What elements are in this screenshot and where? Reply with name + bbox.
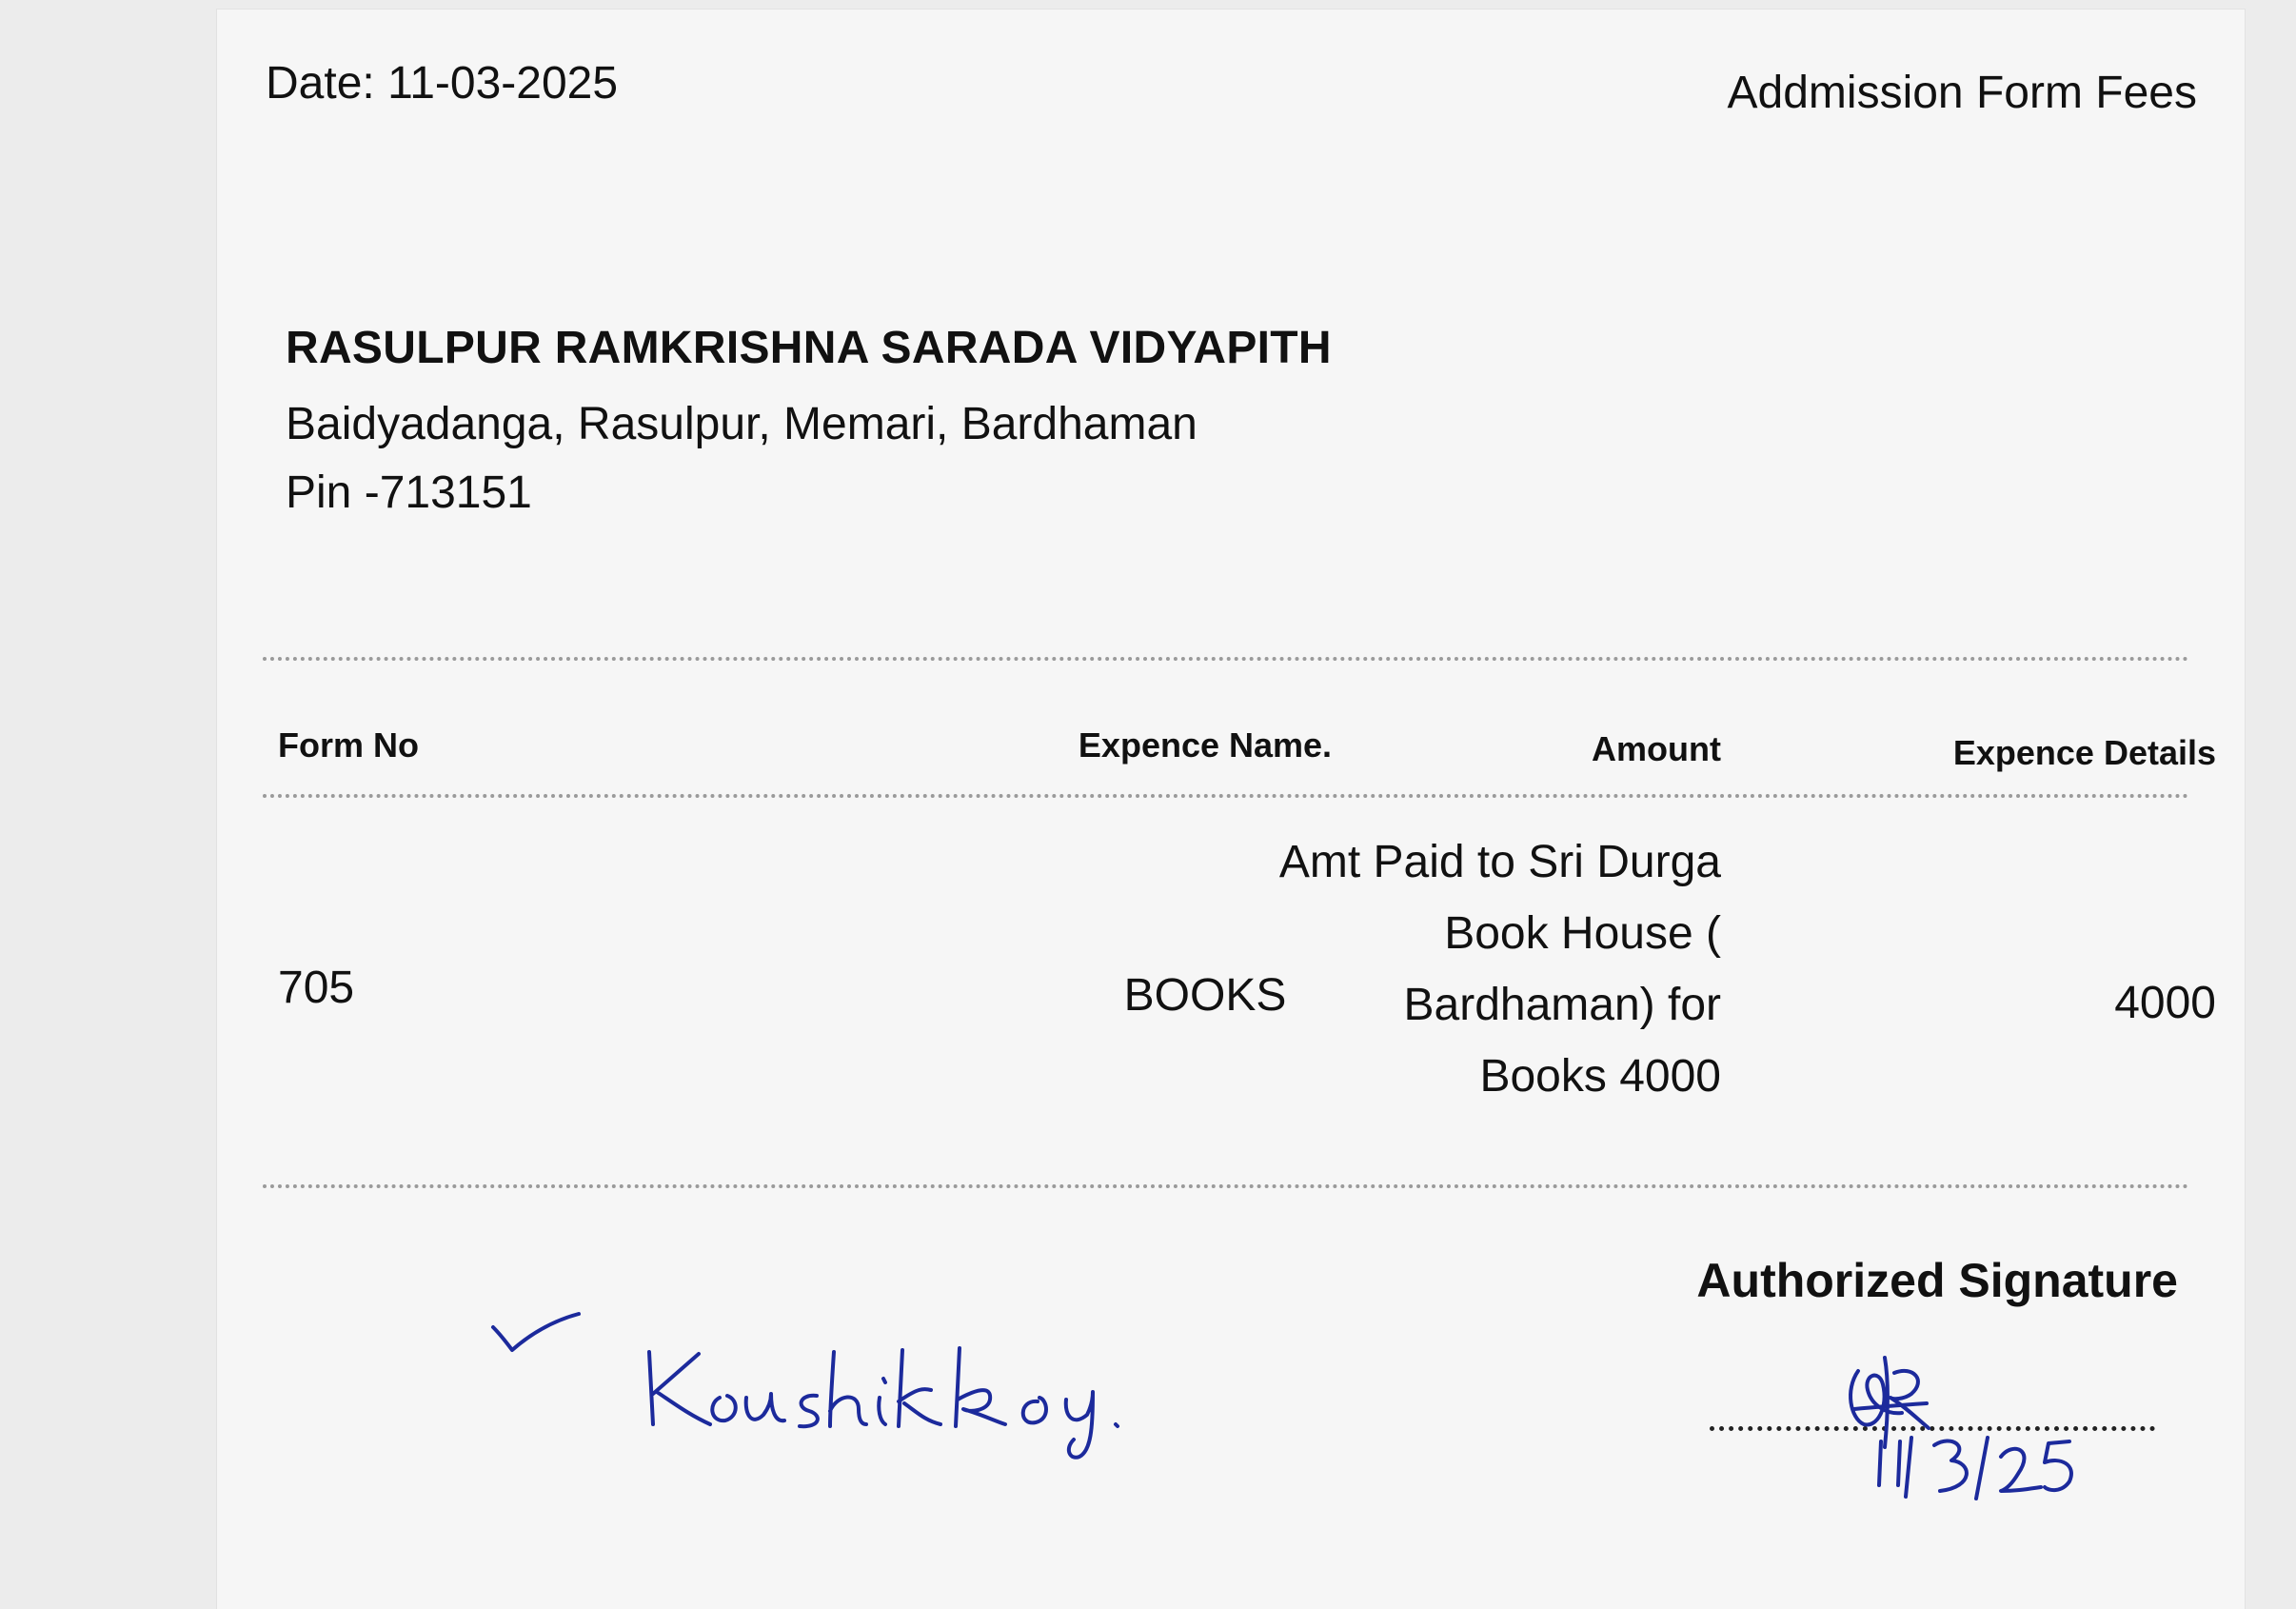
row-form-no: 705 xyxy=(278,963,355,1013)
institution-address: Baidyadanga, Rasulpur, Memari, Bardhaman xyxy=(286,399,1197,449)
table-bottom-divider xyxy=(263,1184,2189,1188)
checkmark-icon xyxy=(489,1308,584,1365)
row-amount: Amt Paid to Sri Durga Book House ( Bardhaman) for Books 4000 xyxy=(1278,837,1721,1102)
table-header-divider xyxy=(263,794,2189,798)
authorized-signature-label: Authorized Signature xyxy=(1696,1254,2178,1307)
institution-name: RASULPUR RAMKRISHNA SARADA VIDYAPITH xyxy=(286,323,1332,373)
column-header-expence-details: Expence Details xyxy=(1952,733,2216,772)
form-type-title: Addmission Form Fees xyxy=(1727,68,2197,118)
institution-pin: Pin -713151 xyxy=(286,467,532,518)
column-header-form-no: Form No xyxy=(278,725,419,765)
handwritten-signature-koushik-roy xyxy=(640,1333,1249,1466)
handwritten-signature-date xyxy=(1873,1428,2168,1504)
receipt-date: Date: 11-03-2025 xyxy=(266,58,619,109)
column-header-amount: Amount xyxy=(1592,729,1721,768)
row-expence-details: 4000 xyxy=(2114,978,2216,1028)
row-expence-name: BOOKS xyxy=(1123,970,1287,1021)
receipt-page xyxy=(217,10,2245,1609)
column-header-expence-name: Expence Name. xyxy=(1078,725,1333,765)
table-top-divider xyxy=(263,657,2189,661)
